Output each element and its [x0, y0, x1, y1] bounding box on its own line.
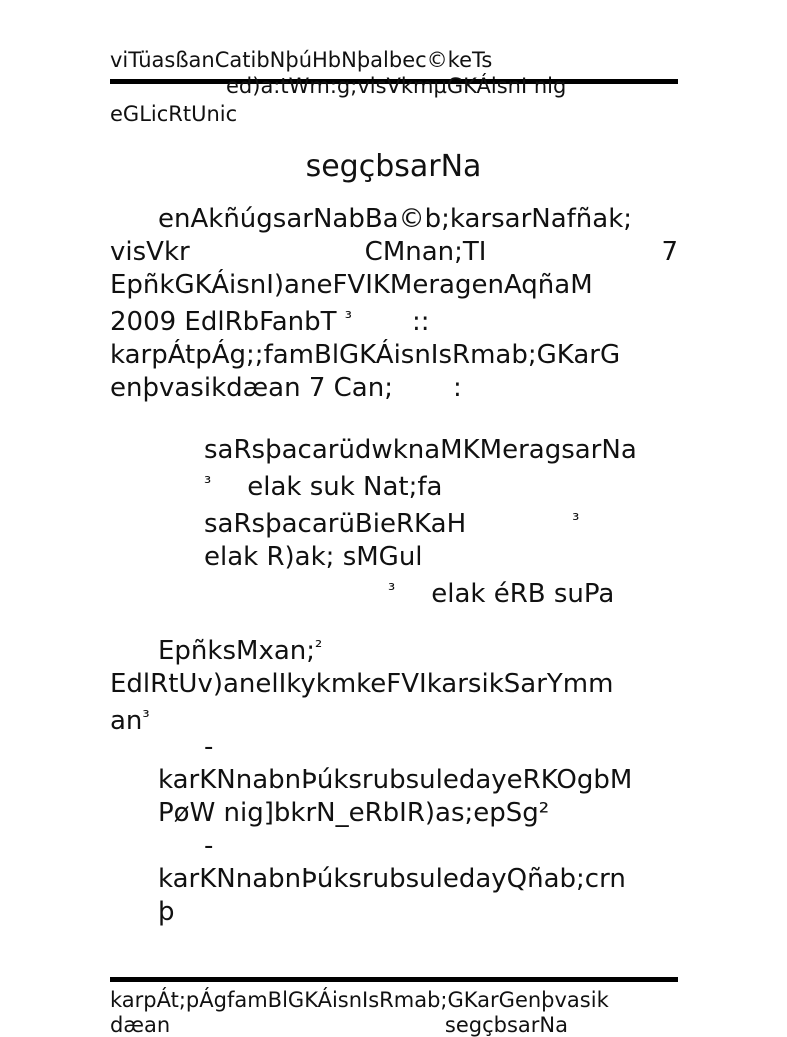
- staff-list: [110, 434, 678, 611]
- intro-line-4: [110, 302, 678, 339]
- bullet-2-line-1: karKNnabnÞúksrubsuledayQñab;crn: [158, 864, 626, 894]
- intro-line-2-part-3: 7: [661, 237, 678, 267]
- list-item-1-name: elak suk Nat;fa: [247, 472, 443, 502]
- bullet-list: [110, 731, 678, 929]
- list-item-1-sup: ³: [204, 473, 212, 494]
- list-item-1-name-row: [110, 467, 678, 504]
- section-2-line-3-text: an: [110, 706, 143, 736]
- intro-line-1: enAkñúgsarNabBa©b;karsarNafñak;: [158, 204, 633, 234]
- intro-line-6: [110, 372, 678, 405]
- intro-line-4-tail: ::: [412, 307, 430, 337]
- section-2-line-3-sup: ³: [142, 707, 150, 728]
- intro-line-2-part-2: CMnan;TI: [364, 237, 487, 267]
- footer-rule: [110, 977, 678, 982]
- running-footer-right: segçbsarNa: [444, 1013, 568, 1037]
- running-footer-left: dæan: [110, 1013, 171, 1037]
- list-item-2-role: saRsþacarüBieRKaH: [204, 509, 467, 539]
- bullet-1-dash: -: [204, 732, 214, 762]
- list-item-2-sup: ³: [572, 510, 580, 531]
- running-header-line-1: viTüasßanCatibNþúHbNþalbec©keTs: [110, 48, 493, 72]
- list-item-3-name: elak éRB suPa: [431, 579, 615, 609]
- section-2-line-1: [110, 631, 678, 668]
- section-title: segçbsarNa: [305, 149, 482, 184]
- intro-line-4-sup: ³: [344, 308, 353, 329]
- intro-line-6-tail: :: [452, 373, 462, 403]
- bullet-1-line-1: karKNnabnÞúksrubsuledayeRKOgbM: [158, 765, 633, 795]
- running-footer-line-2: [110, 1013, 678, 1037]
- intro-line-4-text: 2009 EdlRbFanbT: [110, 307, 337, 337]
- intro-line-2-part-1: visVkr: [110, 237, 190, 267]
- running-footer-line-1: karpÁt;pÁgfamBlGKÁisnIsRmab;GKarGenþvasik: [110, 988, 609, 1012]
- section-2-line-2: EdlRtUv)anelIkykmkeFVIkarsikSarYmm: [110, 669, 614, 699]
- running-header-line-3: eGLicRtUnic: [110, 102, 238, 126]
- bullet-1-line-2: PøW nig]bkrN_eRbIR)as;epSg²: [158, 798, 550, 828]
- list-item-1-role: saRsþacarüdwknaMKMeragsarNa: [204, 435, 637, 465]
- section-2-line-1-text: EpñksMxan;: [158, 636, 316, 666]
- intro-line-3: EpñkGKÁisnI)aneFVIKMeragenAqñaM: [110, 270, 593, 300]
- list-item-3-row: [110, 574, 678, 611]
- bullet-2-dash: -: [204, 831, 214, 861]
- intro-line-5: karpÁtpÁg;;famBlGKÁisnIsRmab;GKarG: [110, 340, 621, 370]
- section-2-line-1-sup: ²: [315, 637, 323, 658]
- bullet-2-line-2: þ: [158, 897, 175, 927]
- running-header-line-2: ed)a:tWm:g;visVkmµGKÁisnI nig: [226, 74, 567, 98]
- list-item-3-sup: ³: [388, 580, 396, 601]
- list-item-2-name: elak R)ak; sMGul: [204, 542, 423, 572]
- section-2-paragraph: [110, 631, 678, 738]
- intro-line-6-text: enþvasikdæan 7 Can;: [110, 373, 393, 403]
- list-item-2-role-row: [110, 504, 678, 541]
- intro-paragraph: [110, 203, 678, 405]
- intro-line-2: [110, 236, 678, 269]
